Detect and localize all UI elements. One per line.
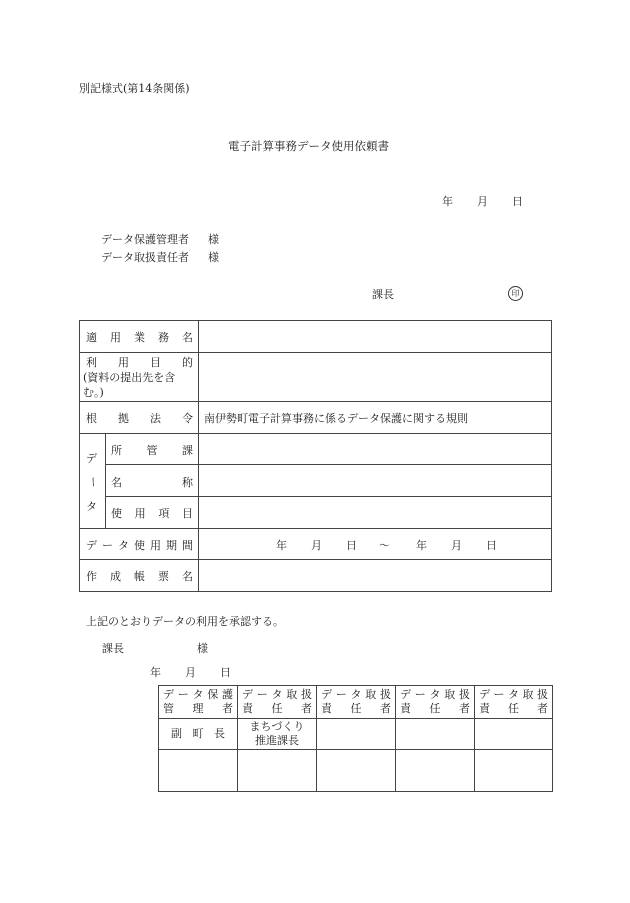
approval-month: 月 [185, 666, 196, 679]
requester-title: 課長 [372, 288, 394, 301]
period-from-month: 月 [311, 539, 322, 552]
stamp-header-row [159, 686, 553, 719]
stamp-seal-cell[interactable] [159, 750, 238, 792]
stamp-name [317, 719, 396, 750]
period-separator: 〜 [379, 539, 390, 552]
seal-mark: 印 [508, 286, 523, 301]
period-from-day: 日 [346, 539, 357, 552]
stamp-name: まちづくり 推進課長 [238, 719, 317, 750]
stamp-header: デ ー タ 取 扱 責 任 者 [317, 686, 396, 719]
approval-day: 日 [220, 666, 231, 679]
period-to-year: 年 [416, 539, 427, 552]
approval-statement: 上記のとおりデータの利用を承認する。 [86, 615, 284, 628]
date-month: 月 [477, 195, 488, 208]
data-group-label-char: ー [86, 476, 100, 488]
stamp-seal-cell[interactable] [238, 750, 317, 792]
stamp-table [158, 685, 553, 792]
stamp-name [396, 719, 475, 750]
stamp-header: デ ー タ 保 護 管 理 者 [159, 686, 238, 719]
addressee-role: データ取扱責任者 [101, 251, 189, 264]
addressee-honorific: 様 [208, 251, 219, 264]
stamp-seal-row [159, 750, 553, 792]
stamp-header: デ ー タ 取 扱 責 任 者 [238, 686, 317, 719]
period-from-year: 年 [276, 539, 287, 552]
data-row-label: 使 用 項 目 [111, 507, 193, 520]
stamp-name-row [159, 719, 553, 750]
purpose-label-line1: 利 用 目 的 [86, 356, 193, 369]
business-name-label: 適 用 業 務 名 [86, 331, 193, 344]
purpose-label-line3: む。) [83, 386, 104, 399]
stamp-seal-cell[interactable] [475, 750, 553, 792]
date-year: 年 [442, 195, 453, 208]
data-row-label: 名 称 [111, 476, 193, 489]
date-day: 日 [512, 195, 523, 208]
stamp-name [475, 719, 553, 750]
stamp-seal-cell[interactable] [317, 750, 396, 792]
basis-label: 根 拠 法 令 [86, 412, 193, 425]
period-to-month: 月 [451, 539, 462, 552]
addressee-honorific: 様 [208, 233, 219, 246]
approval-manager-honorific: 様 [197, 642, 208, 655]
approval-manager-title: 課長 [102, 642, 124, 655]
data-row-label: 所 管 課 [111, 444, 193, 457]
stamp-seal-cell[interactable] [396, 750, 475, 792]
period-label: デ ー タ 使 用 期 間 [86, 539, 193, 552]
data-group-label-char: デ [86, 452, 97, 465]
purpose-label-line2: (資料の提出先を含 [83, 371, 176, 384]
stamp-header: デ ー タ 取 扱 責 任 者 [396, 686, 475, 719]
report-label: 作 成 帳 票 名 [86, 570, 193, 583]
addressee-role: データ保護管理者 [101, 233, 189, 246]
page-title: 電子計算事務データ使用依頼書 [228, 139, 389, 153]
stamp-header: デ ー タ 取 扱 責 任 者 [475, 686, 553, 719]
stamp-name: 副 町 長 [159, 719, 238, 750]
period-to-day: 日 [486, 539, 497, 552]
data-group-label-char: タ [86, 500, 97, 513]
basis-value: 南伊勢町電子計算事務に係るデータ保護に関する規則 [204, 412, 468, 425]
approval-year: 年 [150, 666, 161, 679]
form-label: 別記様式(第14条関係) [79, 82, 190, 95]
